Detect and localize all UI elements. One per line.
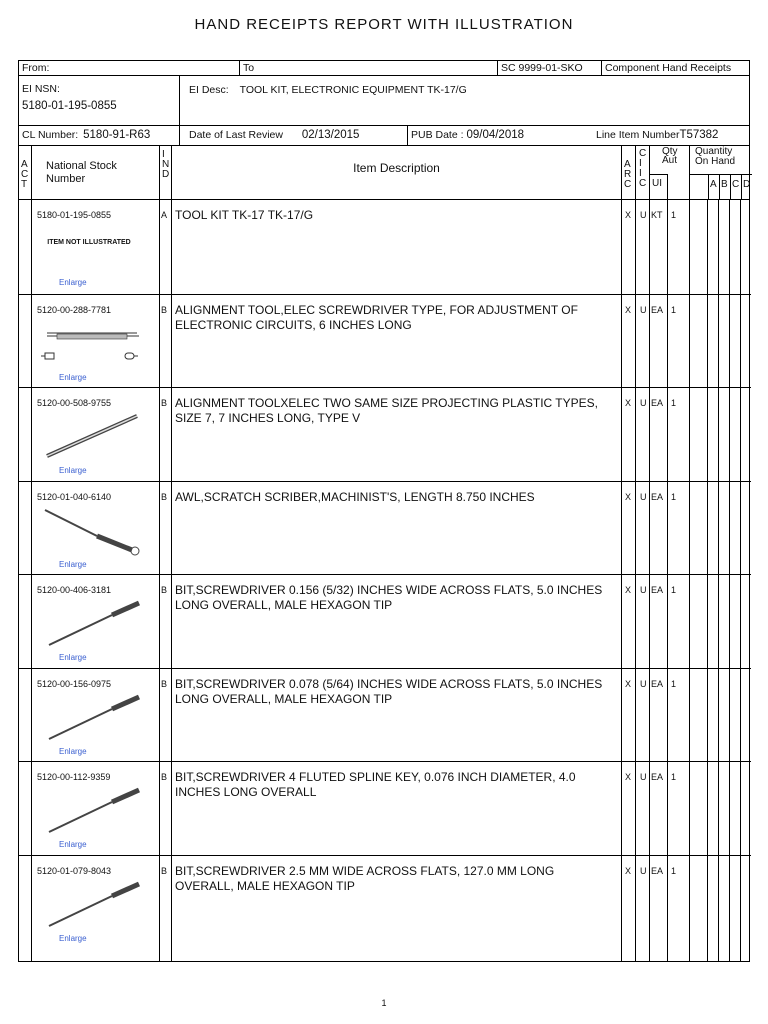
row-qty-aut: 1	[671, 772, 677, 782]
table-row	[19, 294, 751, 387]
header-row-from	[18, 60, 750, 75]
row-ui: EA	[651, 491, 664, 502]
row-description: BIT,SCREWDRIVER 4 FLUTED SPLINE KEY, 0.076 INCH DIAMETER, 4.0 INCHES LONG OVERALL	[175, 770, 576, 799]
table-row	[19, 855, 751, 948]
cl-number-cell	[19, 126, 179, 145]
row-arc: X	[625, 398, 632, 408]
row-ciic: U	[640, 772, 647, 782]
row-ciic: U	[640, 210, 647, 220]
column-header	[18, 145, 750, 200]
row-arc: X	[625, 491, 632, 502]
col-desc: Item Description	[171, 146, 621, 199]
line-item-cell	[593, 126, 751, 145]
line-item-value: T57382	[679, 129, 719, 141]
col-ciic: C I I C	[635, 146, 649, 199]
pub-date-label: PUB Date :	[411, 129, 464, 141]
row-illustration	[37, 224, 157, 274]
row-ind: A	[161, 210, 168, 220]
enlarge-link[interactable]: Enlarge	[59, 559, 87, 569]
review-label: Date of Last Review	[189, 129, 283, 141]
review-cell	[179, 126, 407, 145]
row-ind: B	[161, 398, 168, 408]
row-arc: X	[625, 585, 632, 595]
row-illustration	[37, 880, 157, 930]
row-arc: X	[625, 772, 632, 782]
row-nsn: 5120-00-508-9755	[37, 398, 112, 408]
row-description: ALIGNMENT TOOLXELEC TWO SAME SIZE PROJECTING PLASTIC TYPES, SIZE 7, 7 INCHES LONG, TYPE V	[175, 396, 598, 425]
row-arc: X	[625, 678, 632, 689]
row-illustration	[37, 319, 157, 369]
enlarge-link[interactable]: Enlarge	[59, 746, 87, 756]
row-illustration	[37, 412, 157, 462]
review-value: 02/13/2015	[301, 129, 360, 141]
row-illustration	[37, 786, 157, 836]
row-ciic: U	[640, 678, 647, 689]
ei-desc-cell	[179, 76, 751, 125]
row-nsn: 5180-01-195-0855	[37, 210, 112, 220]
row-ciic: U	[640, 585, 647, 595]
row-ciic: U	[640, 304, 647, 315]
ei-nsn-value: 5180-01-195-0855	[22, 100, 117, 112]
row-ind: B	[161, 491, 168, 502]
enlarge-link[interactable]: Enlarge	[59, 840, 87, 849]
row-illustration	[37, 599, 157, 649]
row-nsn: 5120-01-040-6140	[37, 491, 112, 502]
from-label: From:	[22, 62, 50, 74]
row-ciic: U	[640, 491, 647, 502]
row-ui: EA	[651, 398, 664, 408]
items-table	[18, 200, 750, 962]
table-row	[19, 481, 751, 574]
row-description: TOOL KIT TK-17 TK-17/G	[175, 208, 314, 222]
row-description: ALIGNMENT TOOL,ELEC SCREWDRIVER TYPE, FOR ADJUSTMENT OF ELECTRONIC CIRCUITS, 6 INCHES LONG	[175, 302, 578, 332]
row-qty-aut: 1	[671, 678, 677, 689]
cl-number-value: 5180-91-R63	[83, 129, 151, 141]
pub-date-value: 09/04/2018	[466, 129, 525, 141]
row-arc: X	[625, 865, 632, 876]
table-row	[19, 200, 751, 293]
row-ind: B	[161, 304, 168, 315]
sc-number: SC 9999-01-SKO	[497, 61, 601, 75]
qty-subcols: A B C D	[690, 174, 752, 200]
table-row	[19, 574, 751, 667]
col-arc: A R C	[621, 146, 635, 199]
ei-nsn-cell	[19, 76, 179, 125]
page-number: 1	[381, 998, 387, 1008]
table-row	[19, 387, 751, 480]
row-nsn: 5120-00-288-7781	[37, 304, 112, 315]
row-nsn: 5120-00-156-0975	[37, 678, 112, 689]
row-qty-aut: 1	[671, 210, 677, 220]
row-ui: KT	[651, 210, 663, 220]
ei-desc-label: EI Desc:	[189, 84, 229, 96]
row-description: BIT,SCREWDRIVER 0.078 (5/64) INCHES WIDE ACROSS FLATS, 5.0 INCHES LONG OVERALL, MALE HEXAGON TIP	[175, 676, 603, 706]
row-ui: EA	[651, 865, 664, 876]
row-qty-aut: 1	[671, 865, 677, 876]
row-nsn: 5120-00-406-3181	[37, 585, 112, 595]
col-nsn: National Stock Number	[31, 146, 159, 199]
ei-desc-value: TOOL KIT, ELECTRONIC EQUIPMENT TK-17/G	[239, 84, 467, 96]
row-description: AWL,SCRATCH SCRIBER,MACHINIST'S, LENGTH 8.750 INCHES	[175, 489, 535, 504]
report-title: HAND RECEIPTS REPORT WITH ILLUSTRATION	[194, 16, 574, 33]
row-qty-aut: 1	[671, 491, 677, 502]
row-illustration	[37, 506, 157, 556]
enlarge-link[interactable]: Enlarge	[59, 278, 87, 287]
table-row	[19, 668, 751, 761]
line-item-label: Line Item Number	[596, 129, 680, 141]
row-description: BIT,SCREWDRIVER 0.156 (5/32) INCHES WIDE ACROSS FLATS, 5.0 INCHES LONG OVERALL, MALE HEXAGON TIP	[175, 583, 603, 612]
row-ui: EA	[651, 304, 664, 315]
row-ui: EA	[651, 772, 664, 782]
table-row	[19, 761, 751, 854]
component-label: Component Hand Receipts	[601, 61, 751, 75]
row-ind: B	[161, 772, 168, 782]
enlarge-link[interactable]: Enlarge	[59, 372, 87, 382]
item-not-illustrated: ITEM NOT ILLUSTRATED	[47, 239, 131, 246]
enlarge-link[interactable]: Enlarge	[59, 466, 87, 475]
col-act: A C T	[21, 159, 29, 190]
row-ciic: U	[640, 865, 647, 876]
row-ui: EA	[651, 585, 664, 595]
to-label: To	[239, 61, 497, 75]
header-row-ei	[18, 75, 750, 125]
row-nsn: 5120-00-112-9359	[37, 772, 111, 782]
row-ciic: U	[640, 398, 647, 408]
col-qty-on-hand: Quantity On Hand A B C D	[689, 146, 751, 199]
row-nsn: 5120-01-079-8043	[37, 865, 112, 876]
row-qty-aut: 1	[671, 304, 677, 315]
enlarge-link[interactable]: Enlarge	[59, 933, 87, 943]
row-ind: B	[161, 865, 168, 876]
row-illustration	[37, 693, 157, 743]
row-ind: B	[161, 678, 168, 689]
row-ui: EA	[651, 678, 664, 689]
row-ind: B	[161, 585, 168, 595]
col-qty-aut: Qty Aut UI	[649, 146, 689, 199]
cl-number-label: CL Number:	[22, 129, 79, 141]
row-description: BIT,SCREWDRIVER 2.5 MM WIDE ACROSS FLATS, 127.0 MM LONG OVERALL, MALE HEXAGON TIP	[175, 863, 555, 893]
ei-nsn-label: EI NSN:	[22, 83, 60, 95]
header-row-cl	[18, 125, 750, 145]
row-qty-aut: 1	[671, 585, 677, 595]
col-ind: I N D	[159, 146, 171, 199]
enlarge-link[interactable]: Enlarge	[59, 653, 87, 662]
row-arc: X	[625, 210, 632, 220]
pub-date-cell	[407, 126, 593, 145]
col-ui: UI	[650, 174, 668, 200]
row-arc: X	[625, 304, 632, 315]
row-qty-aut: 1	[671, 398, 677, 408]
